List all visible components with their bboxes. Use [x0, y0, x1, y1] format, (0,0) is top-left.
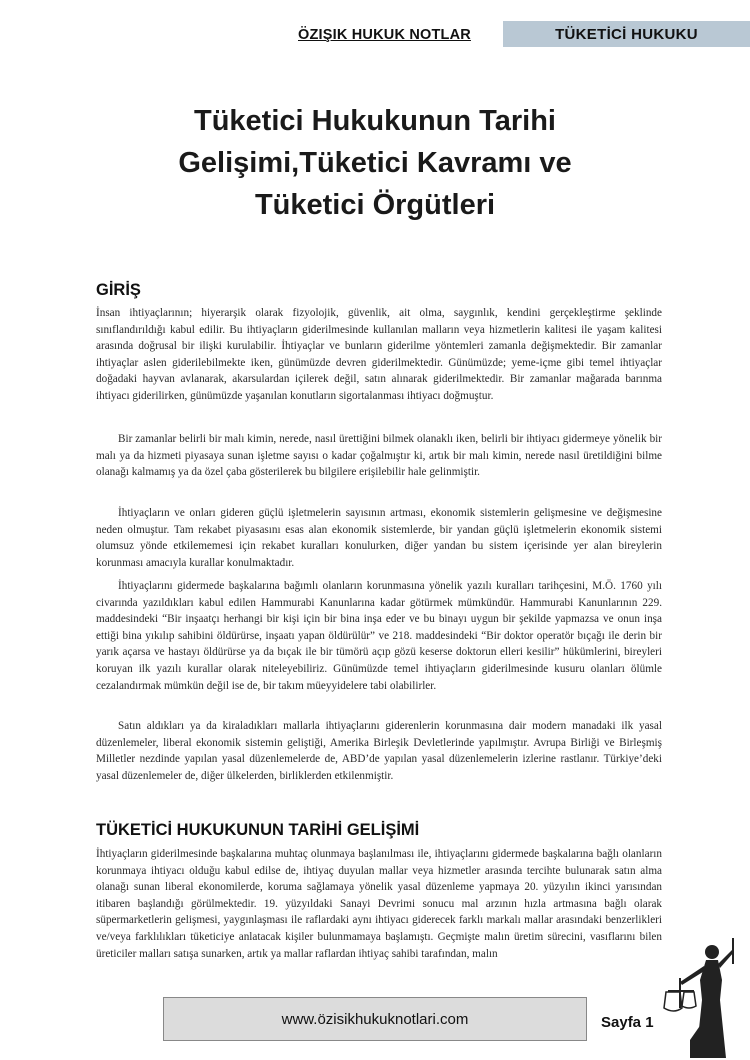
- title-line: Tüketici Hukukunun Tarihi: [194, 105, 556, 137]
- title-line: Gelişimi,Tüketici Kavramı ve: [178, 147, 572, 179]
- title-line: Tüketici Örgütleri: [254, 189, 496, 221]
- section-heading-tarihi-gelisim: TÜKETİCİ HUKUKUNUN TARİHİ GELİŞİMİ: [96, 821, 420, 839]
- footer-website: www.özisikhukuknotlari.com: [281, 1010, 469, 1028]
- paragraph: İhtiyaçlarını gidermede başkalarına bağımlı olanların korunmasına yönelik yazılı kuralları tarihçesini, M.Ö. 1760 yılı civarında yazıldıkları kabul edilen Hammurabi Kanunlarına kadar götürmek mümkündür. Hammurabi Kanunlarının 229. maddesindeki “Bir inşaatçı herhangi bir kişi için bir bina inşa eder ve bu binayı uygun bir şekilde yapmazsa ve onun inşa ettiği bina yıkılıp sahibini öldürürse, inşaatı yapan öldürülür” ve 218. maddesindeki “Bir doktor operatör bıçağı ile derin bir yarık açarsa ve hastayı öldürürse ya da bıçak ile bir tümörü açıp gözü keserse doktorun elleri kesilir” hükümlerini, bireyleri koruyan ilk yazılı kurallar olarak niteleyebiliriz. Günümüzde temel ihtiyaçların giderilmesinde kusuru olanları ölümle cezalandırmak mümkün değil ise de, bir takım müeyyidelere tabi olabilirler.: [96, 580, 662, 692]
- paragraph: Satın aldıkları ya da kiraladıkları mallarla ihtiyaçlarını giderenlerin korunmasına dair modern manadaki ilk yasal düzenlemeler, liberal ekonomik sistemin geliştiği, Amerika Birleşik Devletlerinde yapılmıştır. Avrupa Birliği ve Birleşmiş Milletler nezdinde yapılan yasal düzenlemelerde de, ABD’de yapılan yasal düzenlemelerin izlerine rastlanır. Türkiye’deki yasal düzenlemeler de, diğer ülkelerden, birliklerden etkilenmiştir.: [96, 720, 662, 782]
- paragraph: İhtiyaçların ve onları gideren güçlü işletmelerin sayısının artması, ekonomik sistemlerin gelişmesine ve değişmesine neden olmuştur. Tam rekabet piyasasını esas alan ekonomik sistemlerde, bir yandan güçlü işletmelerin ekonomik sistemi olumsuz yönde etkilememesi için rekabet kuralları konulurken, diğer yandan bu sistem içerisinde yer alan bireylerin korunması amacıyla kurallar konulmaktadır.: [96, 507, 662, 569]
- header-brand: ÖZIŞIK HUKUK NOTLAR: [298, 27, 471, 43]
- header-category-tag: TÜKETİCİ HUKUKU: [503, 21, 750, 47]
- page-title: [95, 100, 655, 226]
- paragraph: İnsan ihtiyaçlarının; hiyerarşik olarak fizyolojik, güvenlik, ait olma, saygınlık, kendini gerçekleştirme şeklinde sınıflandırıldığı kabul edilir. Bu ihtiyaçların giderilmesinde kullanılan malların veya hizmetlerin kalitesi ile yaşam kalitesi arasında doğrusal bir ilişki kurulabilir. İhtiyaçlar ve bunların giderilme yöntemleri zamanla değişmektedir. Bir zamanlar ihtiyaçlar aslen giderilebilmekte iken, günümüzde devren giderilmektedir. Günümüzde; yeme-içme gibi temel ihtiyaçlar doğadaki hayvan avlanarak, akarsulardan içilerek değil, satın alınarak giderilmektedir. Bir zamanlar mağarada barınma ihtiyacı giderilirken, günümüzde yaşanılan konutların sigortalanması ihtiyacı doğmuştur.: [96, 307, 662, 402]
- lady-justice-icon: [660, 930, 750, 1060]
- paragraph: Bir zamanlar belirli bir malı kimin, nerede, nasıl ürettiğini bilmek olanaklı iken, belirli bir ihtiyacı gidermeye yönelik bir malı ya da hizmeti piyasaya sunan işletme sayısı o kadar çoğalmıştır ki, artık bir malı kimin, nerede nasıl üretildiğini bilme olanağı kalmamış ya da özel çaba gösterilerek bu bilgilere erişilebilir hale gelinmiştir.: [96, 433, 662, 479]
- footer-website-bar: [163, 997, 587, 1041]
- paragraph: İhtiyaçların giderilmesinde başkalarına muhtaç olunmaya başlanılması ile, ihtiyaçlarını gidermede başkalarına bağlı olanların korunmaya ihtiyacı olduğu kabul edilse de, ihtiyaç duyulan mallar veya hizmetler arasında tercihte bulunarak satın alma olanağı sunan liberal ekonomilerde, koruma sağlamaya yönelik yasal düzenleme yapmaya 20. yüzyılın ikinci yarısından itibaren başlandığı görülmektedir. 19. yüzyıldaki Sanayi Devrimi sonucu mal arzının hızla artmasına bağlı olarak süpermarketlerin gelişmesi, yaygınlaşması ile raflardaki aynı ihtiyacı giderecek farklı markalı mallar arasındaki benzerlikleri ve/veya farklılıkları tüketiciye anlatacak kişiler bulunmamaya başlamıştı. Geçmişte malın üretim sürecini, vasıflarını bilen üreticiler malları satışa sunarken, artık ya mallar raflardan ihtiyaç sahibi tarafından, malın: [96, 848, 662, 960]
- section-heading-giris: GİRİŞ: [96, 281, 141, 299]
- page-number: Sayfa 1: [601, 1014, 654, 1031]
